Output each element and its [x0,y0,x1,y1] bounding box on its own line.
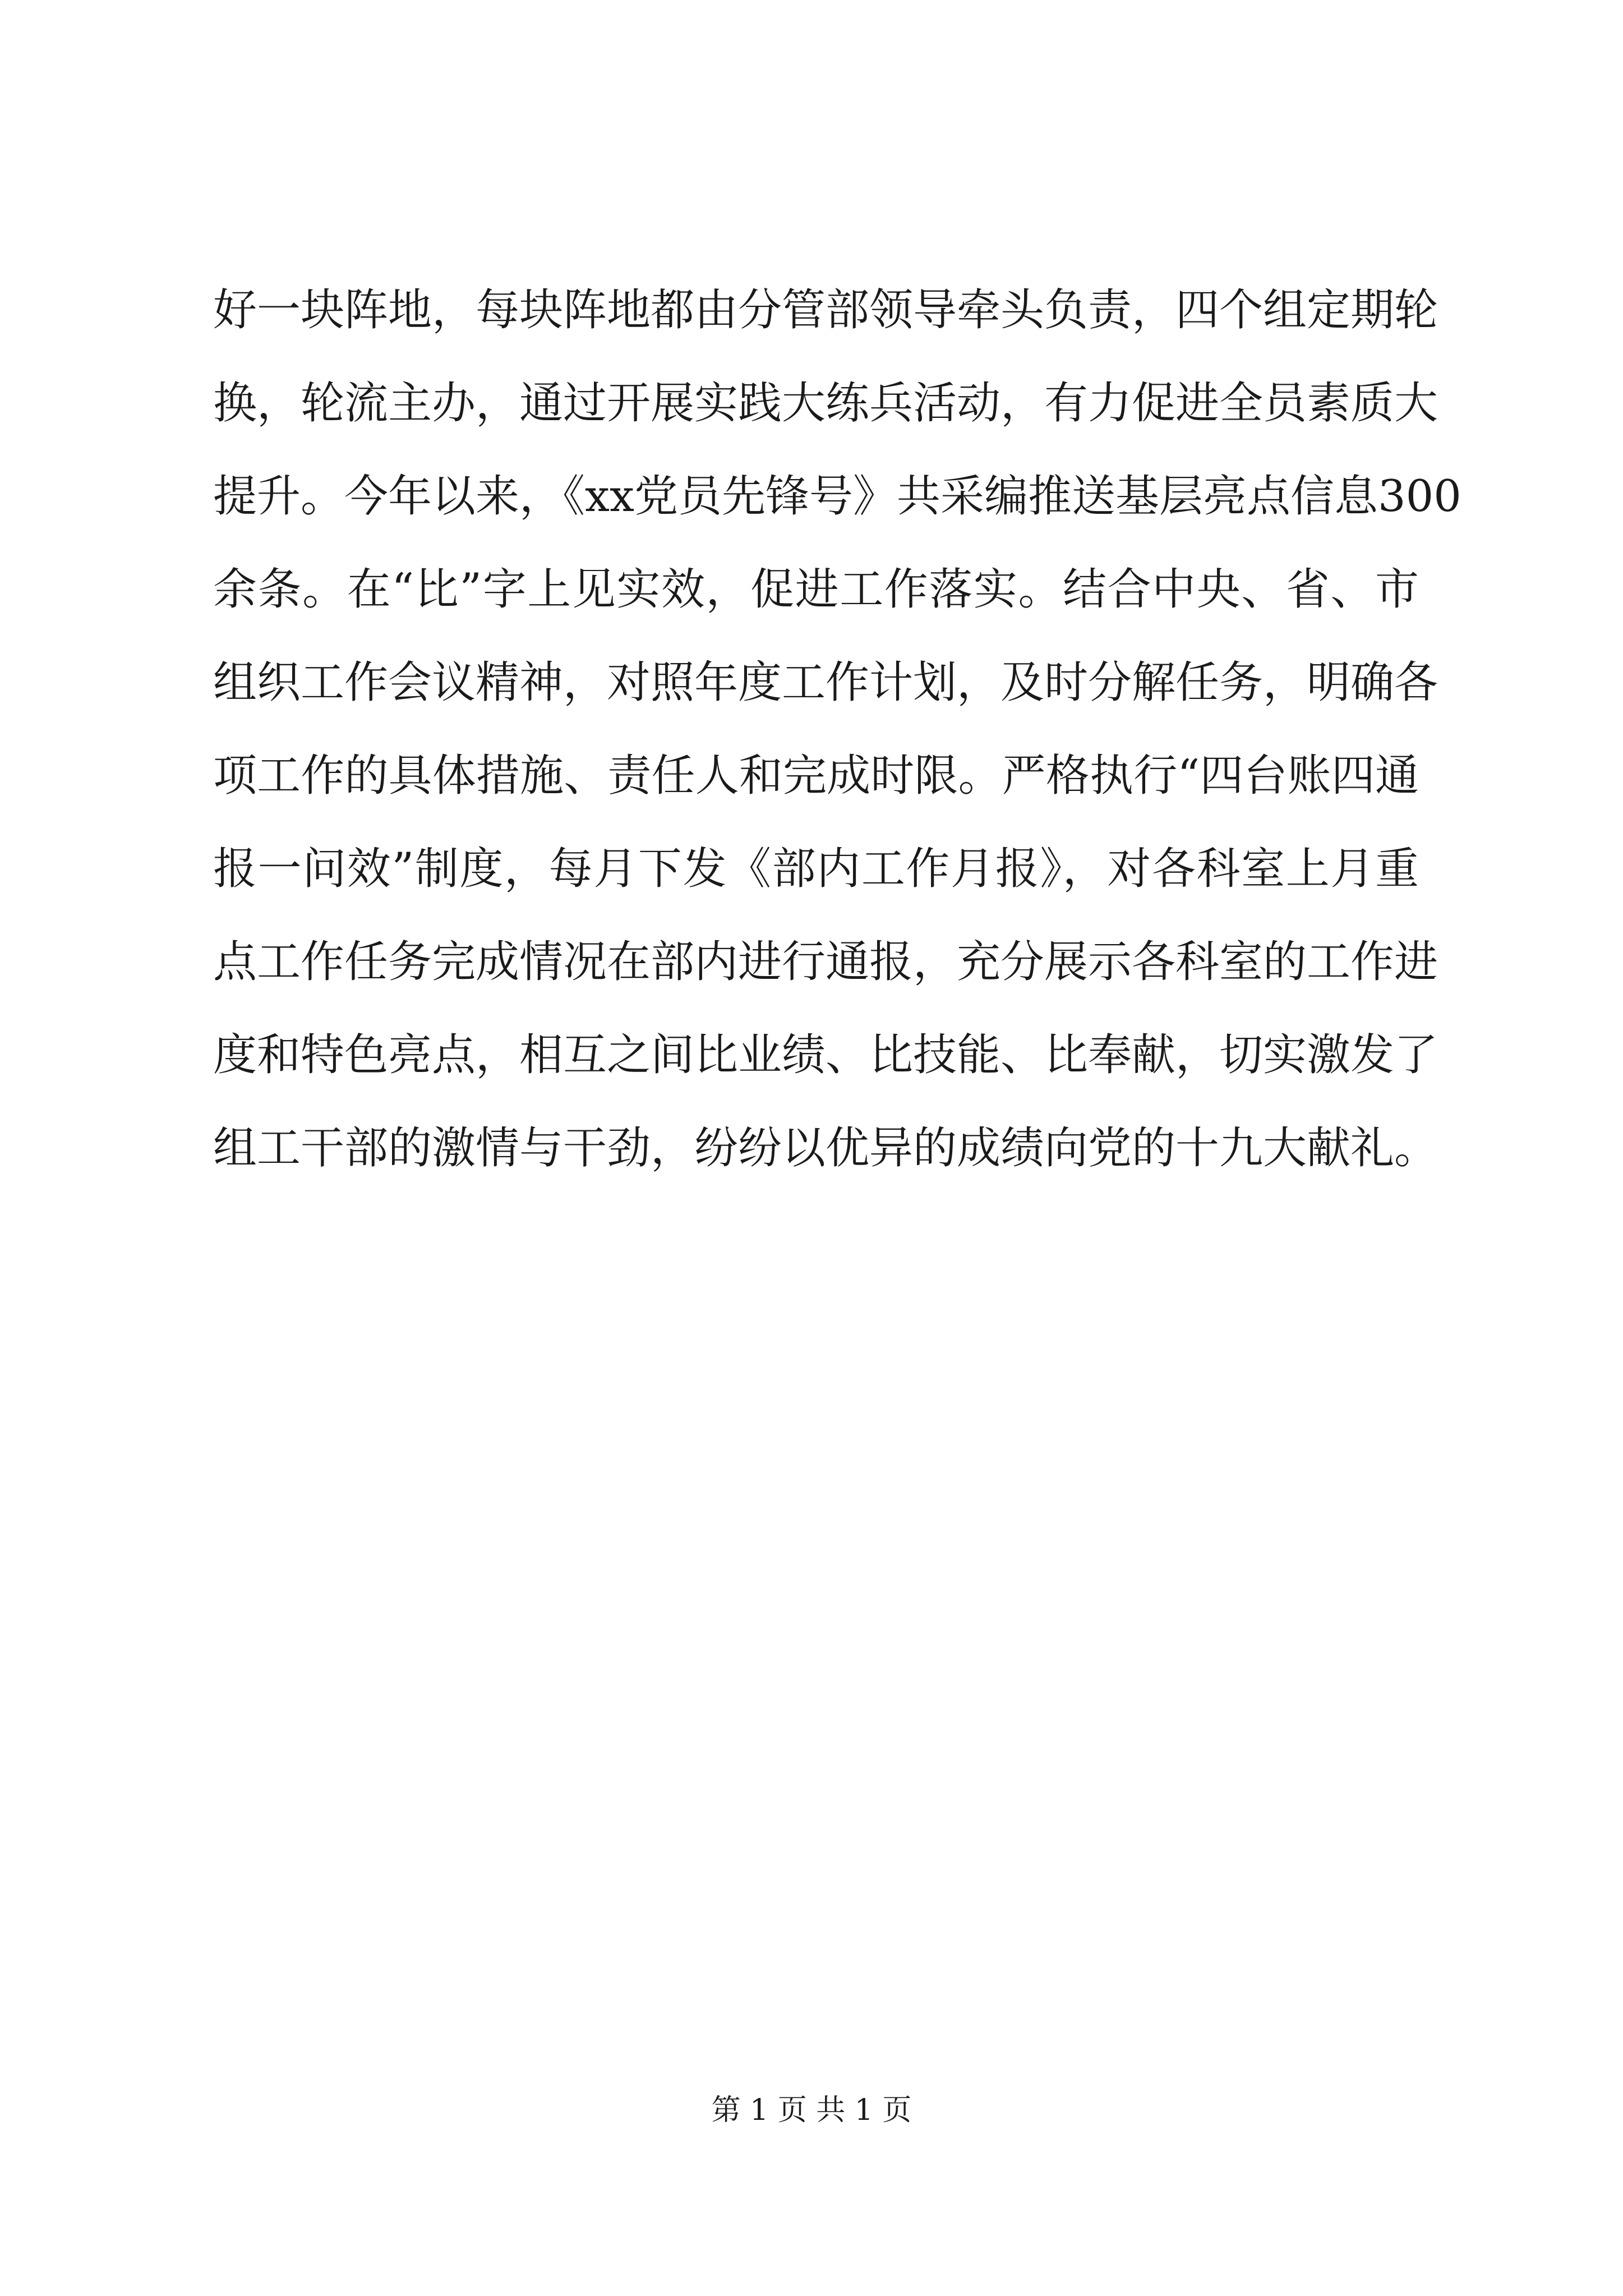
paragraph-line: 组工干部的激情与干劲，纷纷以优异的成绩向党的十九大献礼。 [213,1123,1438,1174]
paragraph-line: 点工作任务完成情况在部内进行通报，充分展示各科室的工作进 [213,937,1438,987]
paragraph-line: 度和特色亮点，相互之间比业绩、比技能、比奉献，切实激发了 [213,1030,1438,1080]
paragraph-line: 换，轮流主办，通过开展实践大练兵活动，有力促进全员素质大 [213,378,1438,429]
paragraph-line: 好一块阵地，每块阵地都由分管部领导牵头负责，四个组定期轮 [213,285,1438,335]
page-footer: 第 1 页 共 1 页 [711,2093,912,2127]
paragraph-line: 组织工作会议精神，对照年度工作计划，及时分解任务，明确各 [213,657,1438,708]
paragraph-line: 报一问效”制度，每月下发《部内工作月报》，对各科室上月重 [213,844,1419,894]
paragraph-line: 项工作的具体措施、责任人和完成时限。严格执行“四台账四通 [213,751,1419,801]
paragraph-line: 余条。在“比”字上见实效，促进工作落实。结合中央、省、市 [213,564,1419,615]
body-paragraph [213,264,1461,1195]
paragraph-line: 提升。今年以来，《xx党员先锋号》共采编推送基层亮点信息300 [213,471,1461,522]
